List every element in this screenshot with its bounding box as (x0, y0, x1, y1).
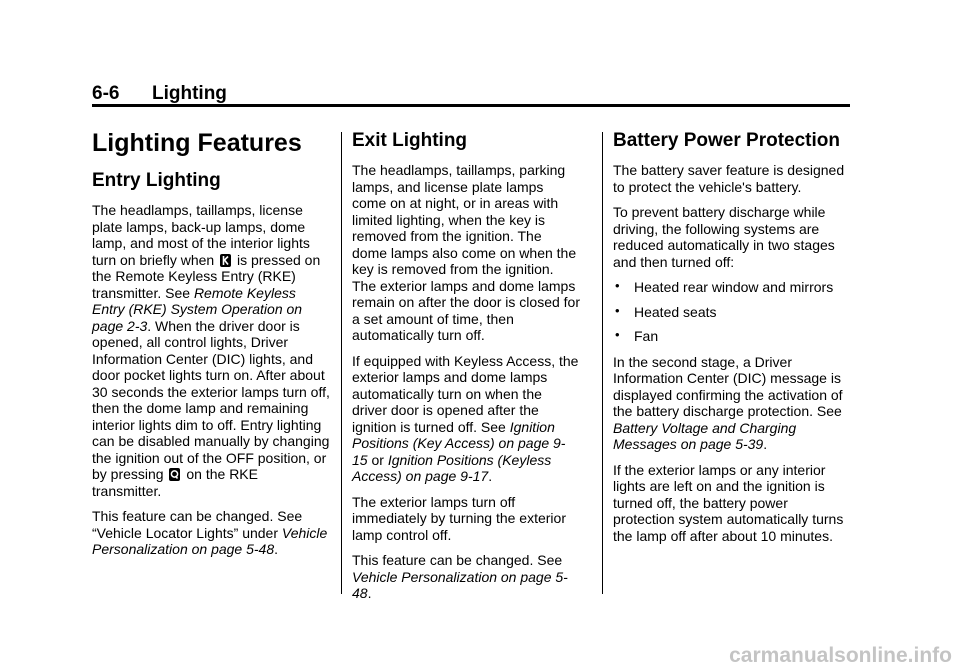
exterior-lamps-paragraph: The exterior lamps turn off immediately by turning the exterior lamp control off. (352, 493, 566, 543)
exit-lighting-note: This feature can be changed. See Vehicle Personalization on page 5-48. (352, 552, 568, 601)
column-3 (613, 120, 853, 553)
exit-lighting-heading: Exit Lighting (352, 130, 468, 151)
lock-button-icon (169, 468, 180, 481)
cross-reference-link[interactable]: Battery Voltage and Charging Messages on page 5-39 (613, 419, 797, 452)
list-item: • Heated rear window and mirrors (613, 279, 853, 296)
unlock-button-icon (220, 254, 231, 267)
reduced-systems-list (613, 279, 853, 345)
cross-reference-link[interactable]: Remote Keyless Entry (RKE) System Operation on page 2-3 (92, 284, 303, 334)
entry-lighting-note: This feature can be changed. See “Vehicle Locator Lights” under Vehicle Personalization on page 5-48. (92, 508, 328, 557)
battery-protection-heading: Battery Power Protection (613, 130, 840, 151)
cross-reference-link[interactable]: Vehicle Personalization on page 5-48 (352, 568, 568, 601)
battery-discharge-paragraph: To prevent battery discharge while driving, the following systems are reduced automatically in two stages and then turned off: (613, 204, 835, 270)
keyless-access-paragraph: If equipped with Keyless Access, the exterior lamps and dome lamps automatically turn on when the driver door is opened after the ignition is turned off. See Ignition Positions (Key Access) on page 9-15 or Ignition Positions (Keyless Access) on page 9-17. (352, 352, 579, 484)
list-item: • Fan (613, 328, 853, 345)
main-heading: Lighting Features (92, 129, 302, 157)
column-1 (92, 120, 330, 567)
auto-off-paragraph: If the exterior lamps or any interior lights are left on and the ignition is turned off, the battery power protection system automatically turns the lamp off after about 10 minutes. (613, 461, 844, 544)
battery-saver-paragraph: The battery saver feature is designed to protect the vehicle's battery. (613, 162, 845, 195)
header-rule (92, 104, 850, 107)
list-item: • Heated seats (613, 304, 853, 321)
page-number: 6-6 (92, 83, 120, 104)
exit-lighting-paragraph: The headlamps, taillamps, parking lamps, and license plate lamps come on at night, or in areas with limited lighting, when the key is removed from the ignition. The dome lamps also come on when the key is removed from the ignition. The exterior lamps and dome lamps remain on after the door is closed for a set amount of time, then automatically turn off. (352, 162, 581, 343)
cross-reference-link[interactable]: Ignition Positions (Key Access) on page 9-15 (352, 418, 566, 468)
section-title: Lighting (152, 83, 227, 104)
page-header (92, 82, 850, 106)
watermark: carmanualsonline.info (729, 644, 952, 667)
cross-reference-link[interactable]: Vehicle Personalization on page 5-48 (92, 524, 328, 557)
column-2 (352, 120, 580, 611)
column-divider (341, 132, 342, 594)
second-stage-paragraph: In the second stage, a Driver Information Center (DIC) message is displayed confirming the activation of the battery discharge protection. See Battery Voltage and Charging Messages on page 5-39. (613, 353, 843, 452)
entry-lighting-paragraph: The headlamps, taillamps, license plate lamps, back-up lamps, dome lamp, and most of the interior lights turn on briefly when is pressed on the Remote Keyless Entry (RKE) transmitter. See Remote Keyless Entry (RKE) System Operation on page 2-3. When the driver door is opened, all control lights, Driver Information Center (DIC) lights, and door pocket lights turn on. After about 30 seconds the exterior lamps turn off, then the dome lamp and remaining interior lights dim to off. Entry lighting can be disabled manually by changing the ignition out of the OFF position, or by pressing on the RKE transmitter. (92, 202, 330, 499)
entry-lighting-heading: Entry Lighting (92, 170, 221, 191)
cross-reference-link[interactable]: Ignition Positions (Keyless Access) on page 9-17 (352, 451, 552, 484)
column-divider (602, 132, 603, 594)
